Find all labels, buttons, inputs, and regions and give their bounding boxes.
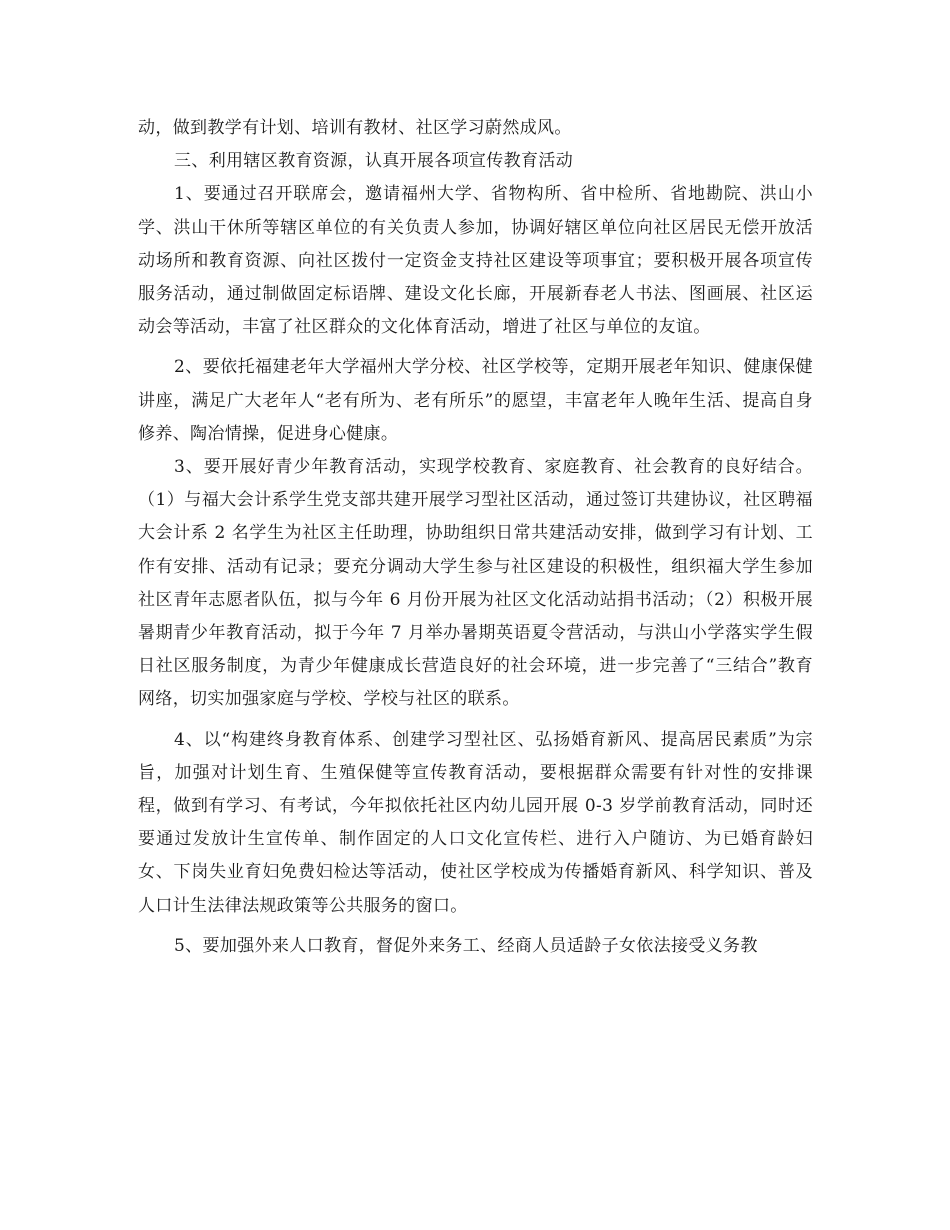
document-body [138, 112, 813, 963]
section-heading: 三、利用辖区教育资源，认真开展各项宣传教育活动 [174, 151, 574, 172]
paragraph-item-3: 3、要开展好青少年教育活动，实现学校教育、家庭教育、社会教育的良好结合。（1）与福大会计系学生党支部共建开展学习型社区活动，通过签订共建协议，社区聘福大会计系 2 名学生为社区主任助理，协助组织日常共建活动安排，做到学习有计划、工作有安排、活动有记录；要充分调动大学生参与社区建设的积极性，组织福大学生参加社区青年志愿者队伍，拟与今年 6 月份开展为社区文化活动站捐书活动；（2）积极开展暑期青少年教育活动，拟于今年 7 月举办暑期英语夏令营活动，与洪山小学落实学生假日社区服务制度，为青少年健康成长营造良好的社会环境，进一步完善了“三结合”教育网络，切实加强家庭与学校、学校与社区的联系。 [138, 457, 813, 710]
paragraph-continuation: 动，做到教学有计划、培训有教材、社区学习蔚然成风。 [138, 118, 572, 138]
paragraph-item-1: 1、要通过召开联席会，邀请福州大学、省物构所、省中检所、省地勘院、洪山小学、洪山干休所等辖区单位的有关负责人参加，协调好辖区单位向社区居民无偿开放活动场所和教育资源、向社区拨付一定资金支持社区建设等项事宜；要积极开展各项宣传服务活动，通过制做固定标语牌、建设文化长廊，开展新春老人书法、图画展、社区运动会等活动，丰富了社区群众的文化体育活动，增进了社区与单位的友谊。 [138, 184, 813, 338]
paragraph-item-5: 5、要加强外来人口教育，督促外来务工、经商人员适龄子女依法接受义务教 [174, 935, 758, 956]
paragraph-item-2: 2、要依托福建老年大学福州大学分校、社区学校等，定期开展老年知识、健康保健讲座，满足广大老年人“老有所为、老有所乐”的愿望，丰富老年人晚年生活、提高自身修养、陶冶情操，促进身心健康。 [138, 357, 813, 444]
paragraph-item-4: 4、以“构建终身教育体系、创建学习型社区、弘扬婚育新风、提高居民素质”为宗旨，加强对计划生育、生殖保健等宣传教育活动，要根据群众需要有针对性的安排课程，做到有学习、有考试，今年拟依托社区内幼儿园开展 0-3 岁学前教育活动，同时还要通过发放计生宣传单、制作固定的人口文化宣传栏、进行入户随访、为已婚育龄妇女、下岗失业育妇免费妇检达等活动，使社区学校成为传播婚育新风、科学知识、普及人口计生法律法规政策等公共服务的窗口。 [138, 729, 813, 916]
